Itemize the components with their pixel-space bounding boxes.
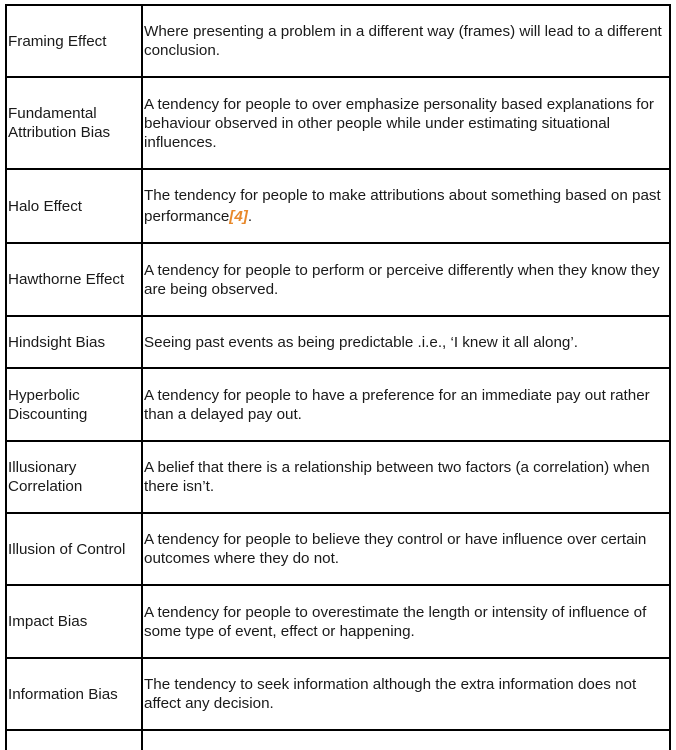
citation-link[interactable]: [4]	[229, 208, 248, 225]
term-cell: Illusionary Correlation	[6, 441, 142, 513]
term-cell: Information Bias	[6, 658, 142, 730]
term-cell: Hawthorne Effect	[6, 243, 142, 316]
definition-suffix: .	[247, 208, 253, 225]
definition-cell	[142, 169, 670, 243]
bias-glossary-table	[5, 4, 671, 750]
term-cell: Hindsight Bias	[6, 316, 142, 368]
term-cell: Halo Effect	[6, 169, 142, 243]
term-cell: Impact Bias	[6, 585, 142, 658]
table-row	[6, 77, 670, 169]
definition-cell: Where presenting a problem in a different way (frames) will lead to a different conclusion.	[142, 5, 670, 77]
table-row	[6, 441, 670, 513]
definition-cell: A tendency for people to have a preference for an immediate pay out rather than a delayed pay out.	[142, 368, 670, 441]
table-row	[6, 243, 670, 316]
definition-cell: A belief that there is a relationship between two factors (a correlation) when there isn’t.	[142, 441, 670, 513]
term-cell: Illusion of Control	[6, 513, 142, 585]
definition-cell: A tendency for people to believe they control or have influence over certain outcomes where they do not.	[142, 513, 670, 585]
table-row-partial	[6, 730, 670, 750]
definition-cell: A tendency for people to perform or perceive differently when they know they are being observed.	[142, 243, 670, 316]
term-cell	[6, 730, 142, 750]
table-row	[6, 316, 670, 368]
table-row	[6, 585, 670, 658]
definition-cell	[142, 730, 670, 750]
table-row	[6, 658, 670, 730]
term-cell: Framing Effect	[6, 5, 142, 77]
table-row	[6, 513, 670, 585]
definition-cell: A tendency for people to over emphasize personality based explanations for behaviour observed in other people while under estimating situational influences.	[142, 77, 670, 169]
term-cell: Fundamental Attribution Bias	[6, 77, 142, 169]
definition-cell: Seeing past events as being predictable .i.e., ‘I knew it all along’.	[142, 316, 670, 368]
term-cell: Hyperbolic Discounting	[6, 368, 142, 441]
definition-text: The tendency for people to make attributions about something based on past performance	[144, 187, 661, 225]
table-row	[6, 368, 670, 441]
table-row	[6, 5, 670, 77]
table-row	[6, 169, 670, 243]
definition-cell: A tendency for people to overestimate the length or intensity of influence of some type of event, effect or happening.	[142, 585, 670, 658]
definition-cell: The tendency to seek information although the extra information does not affect any decision.	[142, 658, 670, 730]
